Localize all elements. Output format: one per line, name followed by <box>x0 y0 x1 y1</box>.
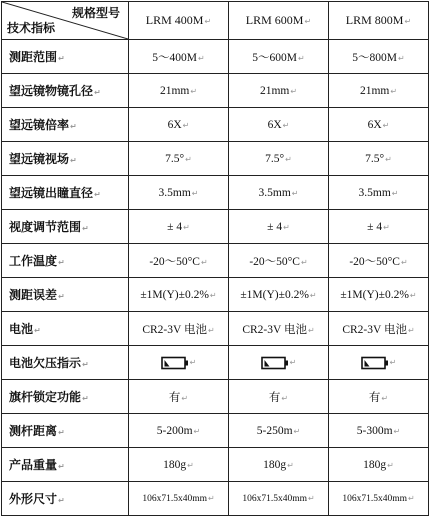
table-row <box>2 108 429 142</box>
spec-value <box>329 482 429 516</box>
spec-value <box>129 380 229 414</box>
spec-label-text: 工作温度 <box>9 254 58 268</box>
cell-end-mark: ↵ <box>293 426 301 436</box>
table-row <box>2 312 429 346</box>
spec-value-text: 3.5mm <box>258 186 291 199</box>
spec-value <box>129 278 229 312</box>
spec-value-text: 6X <box>267 118 282 131</box>
spec-value-text: CR2-3V 电池 <box>342 323 407 336</box>
cell-end-mark: ↵ <box>58 428 65 437</box>
spec-value <box>329 414 429 448</box>
cell-end-mark: ↵ <box>407 493 415 503</box>
table-row <box>2 244 429 278</box>
cell-end-mark: ↵ <box>309 290 317 300</box>
cell-end-mark: ↵ <box>404 17 412 26</box>
spec-value-text: -20～50°C <box>249 255 300 268</box>
model-name: LRM 800M <box>345 13 404 27</box>
model-name: LRM 400M <box>145 13 204 27</box>
spec-value <box>129 312 229 346</box>
spec-value-text: 有 <box>168 391 181 404</box>
table-row <box>2 176 429 210</box>
corner-bottom-label: 技术指标 <box>7 21 56 35</box>
cell-end-mark: ↵ <box>393 426 401 436</box>
cell-end-mark: ↵ <box>198 53 205 63</box>
cell-end-mark: ↵ <box>187 460 194 470</box>
spec-value <box>329 108 429 142</box>
spec-label <box>2 346 129 380</box>
table-row <box>2 74 429 108</box>
spec-value <box>329 142 429 176</box>
spec-label-text: 视度调节范围 <box>9 220 82 234</box>
spec-label-text: 测杆距离 <box>9 424 58 438</box>
spec-label <box>2 108 129 142</box>
spec-value-text: -20～50°C <box>349 255 400 268</box>
table-row <box>2 482 429 516</box>
spec-value <box>329 244 429 278</box>
spec-label <box>2 380 129 414</box>
cell-end-mark: ↵ <box>191 188 199 198</box>
spec-value-text: 有 <box>268 391 281 404</box>
spec-value <box>129 414 229 448</box>
spec-value <box>329 380 429 414</box>
spec-table <box>1 1 429 516</box>
spec-value <box>229 448 329 482</box>
model-name: LRM 600M <box>245 13 304 27</box>
spec-label <box>2 482 129 516</box>
spec-value-text: 180g <box>263 458 287 471</box>
table-row <box>2 40 429 74</box>
battery-low-icon <box>361 356 389 370</box>
cell-end-mark: ↵ <box>287 460 294 470</box>
spec-value <box>129 40 229 74</box>
spec-label <box>2 74 129 108</box>
cell-end-mark: ↵ <box>70 122 77 131</box>
spec-value <box>329 40 429 74</box>
cell-end-mark: ↵ <box>300 257 308 267</box>
spec-value-text: 5～400M <box>152 51 198 64</box>
spec-value <box>229 142 329 176</box>
spec-value-text: ± 4 <box>367 220 383 233</box>
spec-value <box>229 40 329 74</box>
cell-end-mark: ↵ <box>183 222 190 232</box>
spec-value <box>229 380 329 414</box>
spec-value-text: 5～600M <box>252 51 298 64</box>
cell-end-mark: ↵ <box>94 88 101 97</box>
cell-end-mark: ↵ <box>382 120 390 130</box>
spec-label <box>2 278 129 312</box>
spec-value <box>129 176 229 210</box>
cell-end-mark: ↵ <box>304 17 312 26</box>
spec-value <box>229 210 329 244</box>
cell-end-mark: ↵ <box>389 357 397 367</box>
spec-label <box>2 176 129 210</box>
spec-value-text: 180g <box>163 458 187 471</box>
spec-label-text: 测距范围 <box>9 50 58 64</box>
spec-label-text: 产品重量 <box>9 458 58 472</box>
cell-end-mark: ↵ <box>285 154 292 164</box>
model-header-3 <box>329 2 429 40</box>
cell-end-mark: ↵ <box>204 17 212 26</box>
corner-top-label: 规格型号 <box>71 6 120 20</box>
spec-value-text: -20～50°C <box>149 255 200 268</box>
table-row <box>2 210 429 244</box>
spec-value <box>229 278 329 312</box>
cell-end-mark: ↵ <box>409 290 417 300</box>
spec-value-text: 3.5mm <box>158 186 191 199</box>
cell-end-mark: ↵ <box>58 462 65 471</box>
spec-value-text: 5-250m <box>256 424 293 437</box>
spec-label-text: 电池欠压指示 <box>9 356 82 370</box>
spec-value <box>229 108 329 142</box>
spec-label <box>2 142 129 176</box>
spec-value-text: 7.5° <box>365 152 385 165</box>
model-header-2 <box>229 2 329 40</box>
spec-value <box>229 482 329 516</box>
spec-value <box>329 346 429 380</box>
cell-end-mark: ↵ <box>200 257 208 267</box>
cell-end-mark: ↵ <box>289 357 297 367</box>
cell-end-mark: ↵ <box>283 222 290 232</box>
spec-label <box>2 312 129 346</box>
cell-end-mark: ↵ <box>34 326 41 335</box>
cell-end-mark: ↵ <box>298 53 305 63</box>
spec-value-text: ±1M(Y)±0.2% <box>340 288 409 301</box>
cell-end-mark: ↵ <box>390 86 398 96</box>
spec-value-text: CR2-3V 电池 <box>242 323 307 336</box>
cell-end-mark: ↵ <box>291 188 299 198</box>
table-row <box>2 346 429 380</box>
cell-end-mark: ↵ <box>307 493 315 503</box>
spec-label <box>2 448 129 482</box>
cell-end-mark: ↵ <box>193 426 201 436</box>
spec-value <box>129 346 229 380</box>
spec-value <box>329 74 429 108</box>
spec-value <box>229 176 329 210</box>
spec-value-text: ±1M(Y)±0.2% <box>240 288 309 301</box>
cell-end-mark: ↵ <box>94 190 101 199</box>
spec-label-text: 望远镜出瞳直径 <box>9 186 94 200</box>
spec-label <box>2 210 129 244</box>
spec-value <box>329 210 429 244</box>
cell-end-mark: ↵ <box>82 360 89 369</box>
cell-end-mark: ↵ <box>381 393 389 403</box>
spec-label-text: 望远镜倍率 <box>9 118 70 132</box>
spec-value <box>229 74 329 108</box>
cell-end-mark: ↵ <box>207 325 215 335</box>
cell-end-mark: ↵ <box>387 460 394 470</box>
spec-label <box>2 40 129 74</box>
table-row <box>2 142 429 176</box>
spec-value-text: 3.5mm <box>358 186 391 199</box>
spec-label-text: 测距误差 <box>9 288 58 302</box>
cell-end-mark: ↵ <box>407 325 415 335</box>
header-corner-cell <box>2 2 129 40</box>
spec-value <box>129 482 229 516</box>
spec-value-text: 106x71.5x40mm <box>342 493 407 504</box>
cell-end-mark: ↵ <box>398 53 405 63</box>
spec-value-text: 180g <box>363 458 387 471</box>
spec-value <box>229 346 329 380</box>
cell-end-mark: ↵ <box>82 394 89 403</box>
cell-end-mark: ↵ <box>58 54 65 63</box>
spec-value <box>129 108 229 142</box>
cell-end-mark: ↵ <box>391 188 399 198</box>
cell-end-mark: ↵ <box>209 290 217 300</box>
cell-end-mark: ↵ <box>185 154 192 164</box>
spec-value-text: ± 4 <box>167 220 183 233</box>
cell-end-mark: ↵ <box>58 258 65 267</box>
spec-value-text: 21mm <box>359 84 390 97</box>
spec-value-text: 106x71.5x40mm <box>242 493 307 504</box>
spec-value <box>129 210 229 244</box>
table-row <box>2 278 429 312</box>
spec-value-text: 6X <box>167 118 182 131</box>
header-row <box>2 2 429 40</box>
spec-value-text: ±1M(Y)±0.2% <box>140 288 209 301</box>
spec-value <box>329 448 429 482</box>
cell-end-mark: ↵ <box>58 292 65 301</box>
cell-end-mark: ↵ <box>182 120 190 130</box>
spec-value-text: 106x71.5x40mm <box>142 493 207 504</box>
spec-label <box>2 244 129 278</box>
table-row <box>2 414 429 448</box>
spec-value <box>329 278 429 312</box>
spec-label-text: 外形尺寸 <box>9 492 58 506</box>
cell-end-mark: ↵ <box>207 493 215 503</box>
spec-value <box>229 244 329 278</box>
battery-low-icon <box>261 356 289 370</box>
spec-label-text: 望远镜物镜孔径 <box>9 84 94 98</box>
spec-value-text: 7.5° <box>265 152 285 165</box>
spec-label-text: 望远镜视场 <box>9 152 70 166</box>
cell-end-mark: ↵ <box>290 86 298 96</box>
cell-end-mark: ↵ <box>190 86 198 96</box>
spec-value-text: 有 <box>368 391 381 404</box>
spec-value-text: CR2-3V 电池 <box>142 323 207 336</box>
spec-value-text: 21mm <box>259 84 290 97</box>
spec-value <box>329 312 429 346</box>
spec-value-text: 6X <box>367 118 382 131</box>
table-row <box>2 448 429 482</box>
cell-end-mark: ↵ <box>58 496 65 505</box>
spec-value <box>229 312 329 346</box>
spec-value-text: 5-300m <box>356 424 393 437</box>
spec-value <box>129 448 229 482</box>
cell-end-mark: ↵ <box>189 357 197 367</box>
cell-end-mark: ↵ <box>70 156 77 165</box>
cell-end-mark: ↵ <box>82 224 89 233</box>
spec-value <box>129 244 229 278</box>
spec-value-text: 7.5° <box>165 152 185 165</box>
table-row <box>2 380 429 414</box>
battery-low-icon <box>161 356 189 370</box>
cell-end-mark: ↵ <box>383 222 390 232</box>
spec-value <box>129 142 229 176</box>
spec-value-text: 5～800M <box>352 51 398 64</box>
model-header-1 <box>129 2 229 40</box>
spec-value <box>329 176 429 210</box>
cell-end-mark: ↵ <box>385 154 392 164</box>
spec-value-text: 21mm <box>159 84 190 97</box>
cell-end-mark: ↵ <box>281 393 289 403</box>
cell-end-mark: ↵ <box>307 325 315 335</box>
spec-value-text: 5-200m <box>156 424 193 437</box>
spec-value-text: ± 4 <box>267 220 283 233</box>
spec-label-text: 旗杆锁定功能 <box>9 390 82 404</box>
cell-end-mark: ↵ <box>282 120 290 130</box>
spec-label <box>2 414 129 448</box>
spec-label-text: 电池 <box>9 322 34 336</box>
cell-end-mark: ↵ <box>400 257 408 267</box>
spec-value <box>129 74 229 108</box>
spec-value <box>229 414 329 448</box>
cell-end-mark: ↵ <box>181 393 189 403</box>
